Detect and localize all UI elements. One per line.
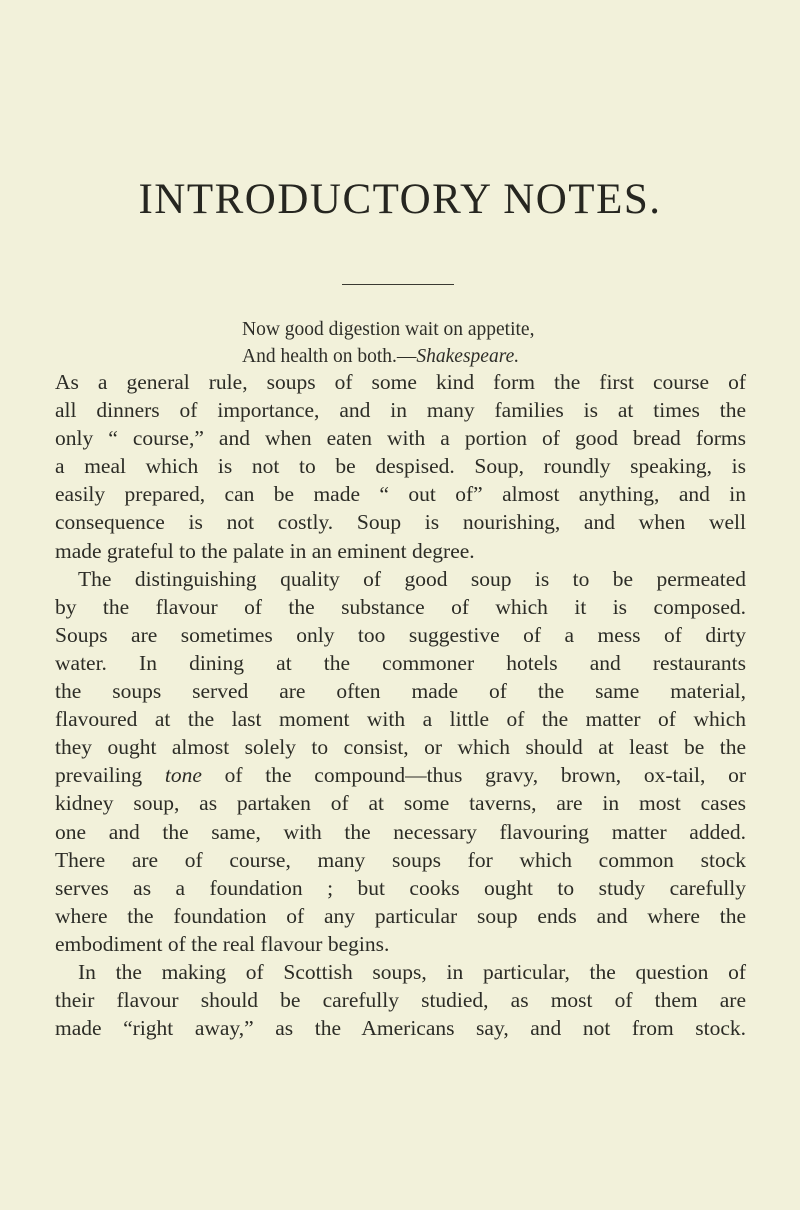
text-line: As a general rule, soups of some kind form the first course of [55, 370, 746, 394]
epigraph-author: Shakespeare. [416, 346, 520, 367]
text-line: consequence is not costly. Soup is nourishing, and when well [55, 510, 746, 535]
text-line: water. In dining at the commoner hotels and restaurants [55, 650, 746, 675]
text-line [55, 761, 746, 789]
text-line: all dinners of importance, and in many families is at times the [55, 398, 746, 423]
text-line: Soups are sometimes only too suggestive of a mess of dirty [55, 622, 746, 647]
text-line: one and the same, with the necessary flavouring matter added. [55, 819, 746, 844]
text-line: by the flavour of the substance of which it is composed. [55, 594, 746, 619]
text-line: serves as a foundation ; but cooks ought to study carefully [55, 875, 746, 900]
text-line: only “ course,” and when eaten with a portion of good bread forms [55, 426, 746, 451]
text-line: their flavour should be carefully studied, as most of them are [55, 988, 746, 1013]
epigraph-text: And health on both.— [242, 346, 417, 367]
text-line: embodiment of the real flavour begins. [55, 931, 390, 956]
text-line: kidney soup, as partaken of at some taverns, are in most cases [55, 791, 746, 816]
text-line: In the making of Scottish soups, in particular, the question of [78, 959, 746, 984]
page-title: INTRODUCTORY NOTES. [138, 176, 662, 223]
text-line: easily prepared, can be made “ out of” almost anything, and in [55, 482, 746, 507]
text-line: The distinguishing quality of good soup is to be permeated [78, 566, 746, 591]
text-line: where the foundation of any particular soup ends and where the [55, 903, 746, 928]
text-run: of the compound—thus gravy, brown, ox-tail, or [201, 763, 746, 788]
text-run: prevailing [55, 763, 165, 788]
body-text [55, 368, 746, 1042]
epigraph-line-1: Now good digestion wait on appetite, [242, 319, 535, 340]
epigraph-line-2 [242, 343, 534, 370]
text-line: There are of course, many soups for which common stock [55, 847, 746, 872]
text-line: made grateful to the palate in an eminent degree. [55, 538, 475, 563]
text-line: made “right away,” as the Americans say, and not from stock. [55, 1016, 746, 1041]
title-divider [342, 284, 454, 285]
text-line: the soups served are often made of the same material, [55, 679, 746, 704]
italic-word: tone [164, 763, 202, 788]
text-line: flavoured at the last moment with a little of the matter of which [55, 707, 746, 732]
text-line: they ought almost solely to consist, or which should at least be the [55, 735, 746, 760]
text-line: a meal which is not to be despised. Soup, roundly speaking, is [55, 454, 746, 479]
epigraph [242, 316, 534, 370]
